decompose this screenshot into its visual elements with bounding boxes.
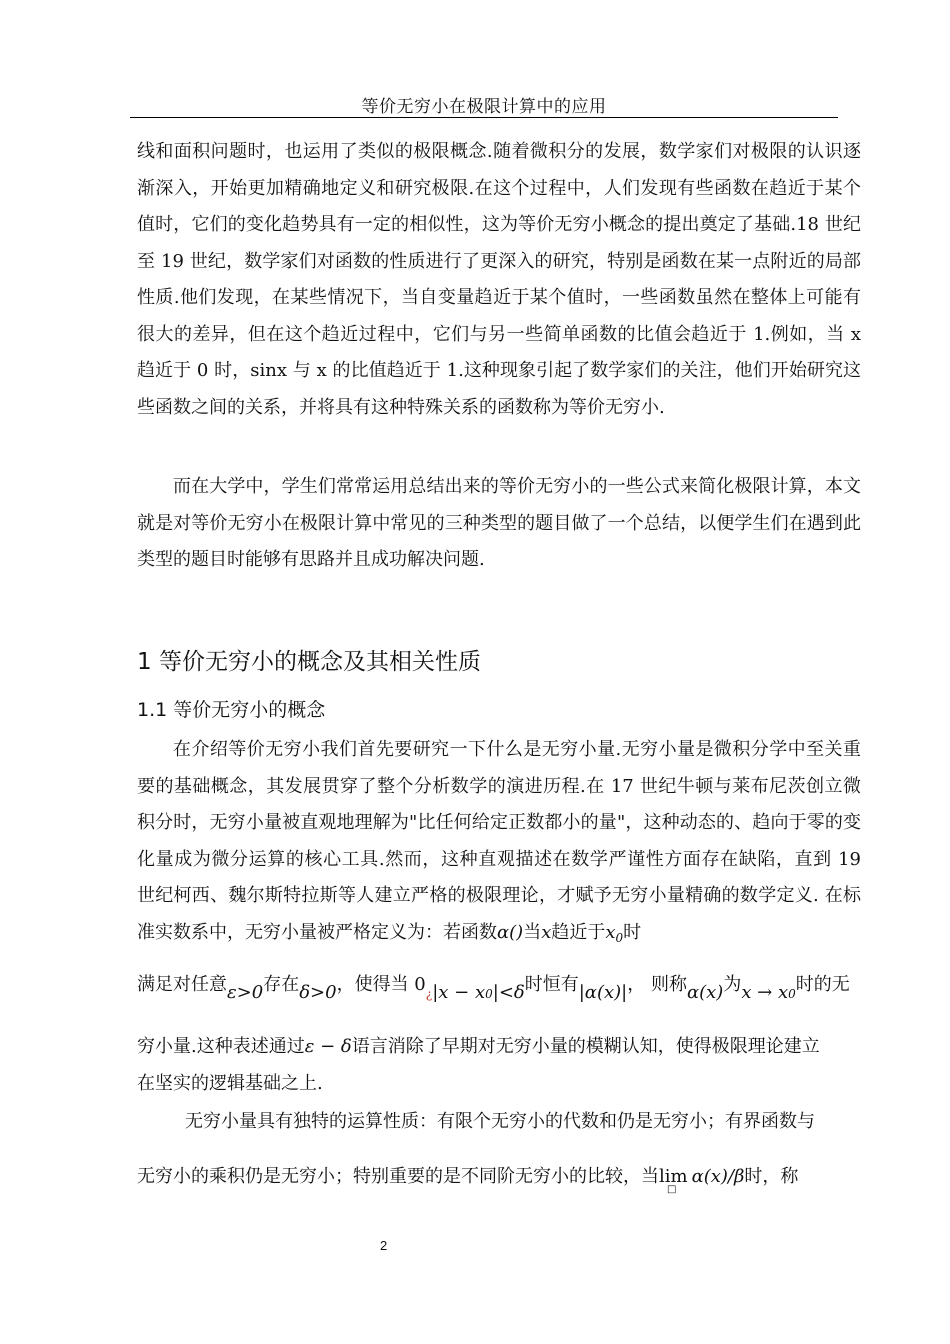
intro-paragraph-2: 而在大学中，学生们常常运用总结出来的等价无穷小的一些公式来简化极限计算，本文就是对等价无穷小在极限计算中常见的三种类型的题目做了一个总结，以便学生们在遇到此类型的题目时能够有思路并且成功解决问题. bbox=[137, 476, 861, 570]
limit-arrow: x → x bbox=[741, 982, 789, 1003]
abs-subscript: 0 bbox=[485, 987, 493, 1001]
def-text-f: 为 bbox=[723, 974, 742, 995]
ops-text-a: 无穷小的乘积仍是无穷小；特别重要的是不同阶无穷小的比较，当 bbox=[137, 1166, 659, 1187]
subsection-heading: 1.1 等价无穷小的概念 bbox=[137, 699, 326, 721]
lim-placeholder: □ bbox=[667, 1184, 677, 1195]
ops-text-b: 时，称 bbox=[744, 1166, 799, 1187]
delta-condition: δ>0 bbox=[299, 982, 337, 1003]
page-header: 等价无穷小在极限计算中的应用 bbox=[361, 97, 607, 117]
ops-line-2 bbox=[137, 1162, 799, 1195]
lim-text: lim bbox=[659, 1166, 688, 1187]
def-when: 当 bbox=[523, 921, 542, 943]
alpha-x: α(x) bbox=[686, 982, 724, 1003]
epsilon-condition: ε>0 bbox=[227, 982, 264, 1003]
x0-symbol: x bbox=[605, 921, 616, 943]
definition-line-4: 在坚实的逻辑基础之上. bbox=[137, 1073, 323, 1094]
header-rule bbox=[130, 117, 838, 118]
page-number: 2 bbox=[380, 1238, 388, 1253]
def-text-c: ，使得当 0 bbox=[336, 974, 426, 995]
abs-alpha: |α(x)| bbox=[578, 982, 628, 1003]
arrow-subscript: 0 bbox=[788, 987, 796, 1001]
definition-text: 在介绍等价无穷小我们首先要研究一下什么是无穷小量.无穷小量是微积分学中至关重要的基础概念，其发展贯穿了整个分析数学的演进历程.在 17 世纪牛顿与莱布尼茨创立微积分时，无穷小量被直观地理解为"比任何给定正数都小的量"，这种动态的、趋向于零的变化量成为微分运算的核心工具.然而，这种直观描述在数学严谨性方面存在缺陷，直到 19 世纪柯西、魏尔斯特拉斯等人建立严格的极限理论，才赋予无穷小量精确的数学定义. 在标准实数系中，无穷小量被严格定义为：若函数 bbox=[137, 739, 861, 943]
error-mark: ¿ bbox=[425, 987, 433, 1001]
x-symbol: x bbox=[541, 921, 552, 943]
x0-subscript: 0 bbox=[615, 930, 624, 945]
abs-tail: |<δ bbox=[492, 982, 525, 1003]
def-time: 时 bbox=[623, 921, 642, 943]
def-text-a: 满足对任意 bbox=[137, 974, 227, 995]
ops-line-1: 无穷小量具有独特的运算性质：有限个无穷小的代数和仍是无穷小；有界函数与 bbox=[185, 1111, 815, 1132]
ratio-expression: α(x)/β bbox=[691, 1166, 745, 1187]
alpha-symbol: α() bbox=[497, 921, 524, 943]
def-text-l3: 穷小量.这种表述通过 bbox=[137, 1036, 305, 1057]
def-text-l3b: 语言消除了早期对无穷小量的模糊认知，使得极限理论建立 bbox=[351, 1036, 820, 1057]
def-text-d: 时恒有 bbox=[524, 974, 579, 995]
section-heading: 1 等价无穷小的概念及其相关性质 bbox=[137, 649, 481, 675]
definition-paragraph bbox=[137, 732, 861, 952]
def-text-g: 时的无 bbox=[795, 974, 850, 995]
def-text-e: ， 则称 bbox=[627, 974, 687, 995]
intro-paragraph-1: 线和面积问题时，也运用了类似的极限概念.随着微积分的发展，数学家们对极限的认识逐渐深入，开始更加精确地定义和研究极限.在这个过程中，人们发现有些函数在趋近于某个值时，它们的变化趋势具有一定的相似性，这为等价无穷小概念的提出奠定了基础.18 世纪至 19 世纪，数学家们对函数的性质进行了更深入的研究，特别是函数在某一点附近的局部性质.他们发现，在某些情况下，当自变量趋近于某个值时，一些函数虽然在整体上可能有很大的差异，但在这个趋近过程中，它们与另一些简单函数的比值会趋近于 1.例如，当 x 趋近于 0 时，sinx 与 x 的比值趋近于 1.这种现象引起了数学家们的关注，他们开始研究这些函数之间的关系，并将具有这种特殊关系的函数称为等价无穷小. bbox=[137, 141, 861, 418]
def-text-b: 存在 bbox=[263, 974, 300, 995]
epsilon-delta: ε − δ bbox=[304, 1036, 352, 1057]
abs-expression: |x − x bbox=[432, 982, 486, 1003]
def-approach: 趋近于 bbox=[551, 921, 606, 943]
definition-line-3 bbox=[137, 1032, 820, 1058]
lim-symbol bbox=[659, 1166, 688, 1195]
definition-line-2 bbox=[137, 970, 850, 1003]
